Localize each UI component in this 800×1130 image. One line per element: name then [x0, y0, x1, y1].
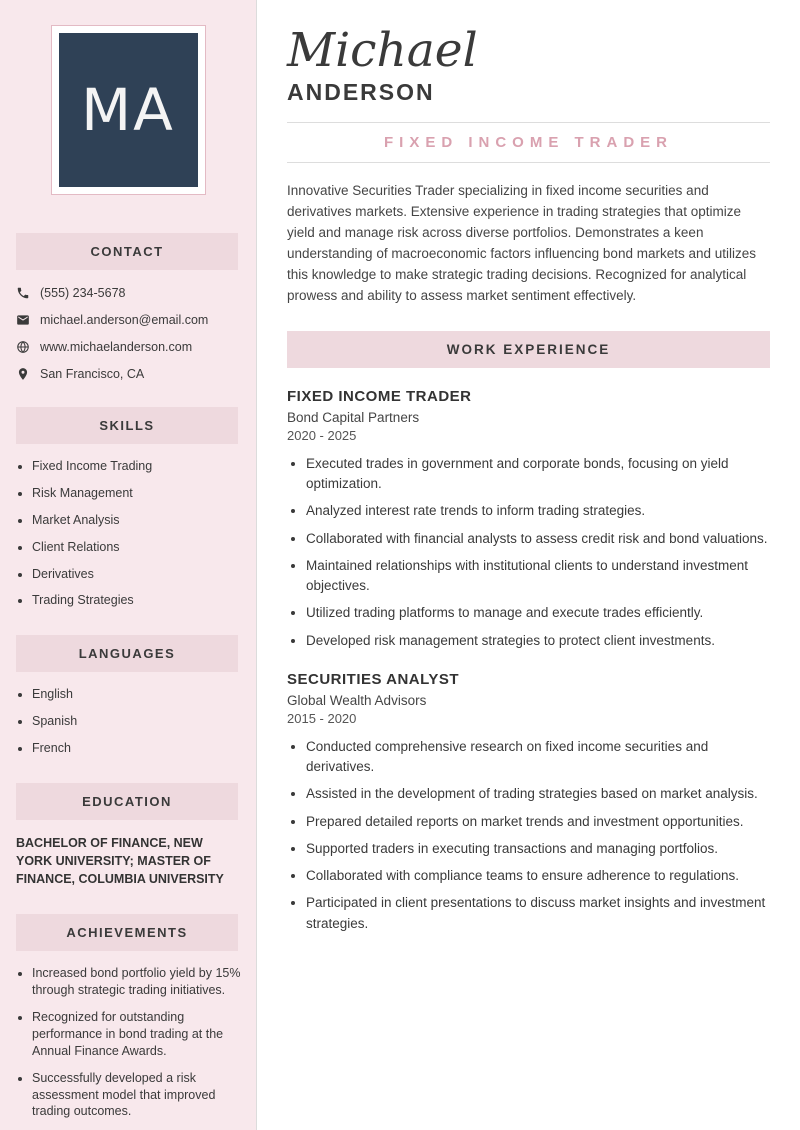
contact-phone-value: (555) 234-5678	[40, 286, 126, 300]
headline-job-title: FIXED INCOME TRADER	[383, 134, 673, 152]
location-icon	[16, 367, 30, 381]
main-content	[257, 0, 800, 1130]
job-dates: 2020 - 2025	[287, 427, 357, 443]
skill-item: • Market Analysis	[32, 512, 242, 529]
education-text: BACHELOR OF FINANCE, NEW YORK UNIVERSITY; MASTER OF FINANCE, COLUMBIA UNIVERSITY	[16, 835, 224, 887]
job-bullet: • Developed risk management strategies to protect client investments.	[306, 631, 770, 651]
contact-location-value: San Francisco, CA	[40, 367, 145, 381]
divider	[287, 162, 770, 163]
job-bullet: • Collaborated with financial analysts to assess credit risk and bond valuations.	[306, 529, 770, 549]
contact-item-website	[16, 340, 246, 354]
skill-item: • Risk Management	[32, 485, 242, 502]
achievement-item: • Successfully developed a risk assessment model that improved trading outcomes.	[32, 1070, 242, 1121]
skill-item: • Derivatives	[32, 566, 242, 583]
contact-website-value: www.michaelanderson.com	[40, 340, 193, 354]
job-bullet: • Supported traders in executing transactions and managing portfolios.	[306, 839, 770, 859]
contact-item-location	[16, 367, 246, 381]
job-bullet: • Maintained relationships with institutional clients to understand investment objectives.	[306, 556, 770, 597]
contact-email-value: michael.anderson@email.com	[40, 313, 209, 327]
skills-section-header: SKILLS	[16, 407, 238, 444]
globe-icon	[16, 340, 30, 354]
job-bullets	[287, 454, 770, 651]
profile-summary: Innovative Securities Trader specializing in fixed income securities and derivatives markets. Extensive experience in trading strategies that optimize yield and manage risk across diverse portfolios. Demonstrates a keen understanding of macroeconomic factors influencing bond markets and utilizes this knowledge to make strategic trading decisions. Recognized for analytical prowess and ability to assess market sentiment effectively.	[287, 183, 757, 303]
phone-icon	[16, 286, 30, 300]
language-item: • English	[32, 686, 242, 703]
job-bullet: • Collaborated with compliance teams to ensure adherence to regulations.	[306, 866, 770, 886]
skill-item: • Fixed Income Trading	[32, 458, 242, 475]
achievement-item: • Recognized for outstanding performance in bond trading at the Annual Finance Awards.	[32, 1009, 242, 1060]
work-experience-header: WORK EXPERIENCE	[287, 331, 770, 368]
contact-section-header: CONTACT	[16, 233, 238, 270]
job-bullet: • Prepared detailed reports on market trends and investment opportunities.	[306, 812, 770, 832]
achievement-item: • Increased bond portfolio yield by 15% through strategic trading initiatives.	[32, 965, 242, 999]
language-item: • Spanish	[32, 713, 242, 730]
contact-item-email	[16, 313, 246, 327]
achievements-list	[32, 965, 242, 1120]
job-bullet: • Executed trades in government and corporate bonds, focusing on yield optimization.	[306, 454, 770, 495]
skill-item: • Trading Strategies	[32, 592, 242, 609]
job-dates: 2015 - 2020	[287, 710, 357, 726]
photo-placeholder	[59, 33, 198, 187]
job-bullet: • Analyzed interest rate trends to inform trading strategies.	[306, 501, 770, 521]
contact-item-phone	[16, 286, 246, 300]
sidebar	[0, 0, 257, 1130]
job-role: SECURITIES ANALYST	[287, 670, 460, 688]
skills-list	[32, 458, 242, 609]
job-company: Bond Capital Partners	[287, 409, 420, 425]
contact-list	[16, 286, 246, 381]
email-icon	[16, 313, 30, 327]
last-name: ANDERSON	[287, 79, 435, 106]
job-role: FIXED INCOME TRADER	[287, 387, 472, 405]
job-bullet: • Participated in client presentations to discuss market insights and investment strategies.	[306, 893, 770, 934]
achievements-section-header: ACHIEVEMENTS	[16, 914, 238, 951]
job-bullet: • Assisted in the development of trading strategies based on market analysis.	[306, 784, 770, 804]
languages-list	[32, 686, 242, 757]
language-item: • French	[32, 740, 242, 757]
job-entry	[287, 671, 770, 934]
job-company: Global Wealth Advisors	[287, 692, 427, 708]
education-section-header: EDUCATION	[16, 783, 238, 820]
first-name: Michael	[287, 23, 478, 78]
job-bullet: • Conducted comprehensive research on fixed income securities and derivatives.	[306, 737, 770, 778]
languages-section-header: LANGUAGES	[16, 635, 238, 672]
job-bullet: • Utilized trading platforms to manage and execute trades efficiently.	[306, 603, 770, 623]
job-entry	[287, 388, 770, 651]
job-bullets	[287, 737, 770, 934]
initials-monogram: MA	[81, 76, 175, 144]
skill-item: • Client Relations	[32, 539, 242, 556]
photo-frame	[51, 25, 206, 195]
